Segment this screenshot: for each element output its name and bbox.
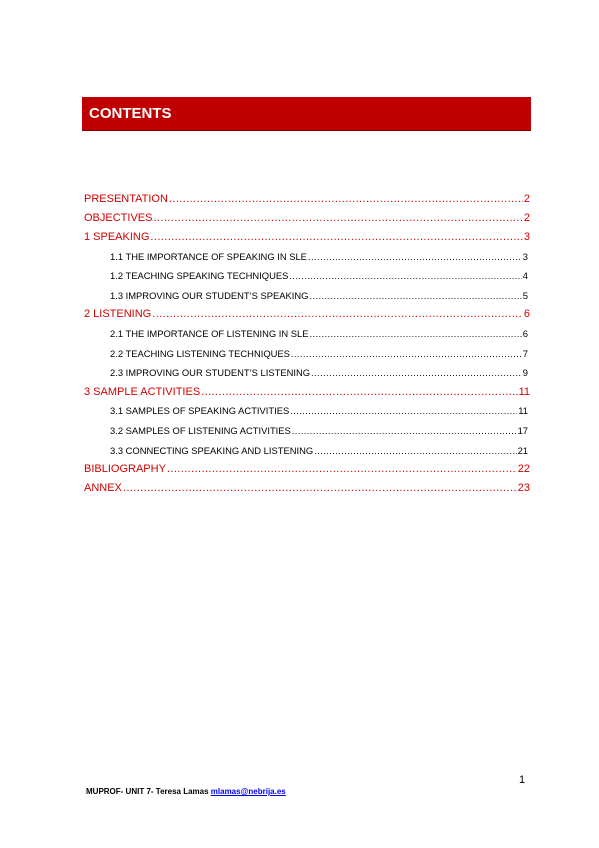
toc-entry-bibliography[interactable]	[84, 463, 530, 475]
leader-dots	[308, 251, 522, 262]
toc-entry-title: 2 LISTENING	[84, 308, 152, 320]
toc-entry-title: 3.1 SAMPLES OF SPEAKING ACTIVITIES	[110, 405, 290, 416]
toc-entry-sample-activities[interactable]	[84, 386, 530, 398]
toc-entry-title: OBJECTIVES	[84, 212, 153, 224]
contents-header	[82, 97, 531, 130]
toc-entry-page: 3	[522, 251, 528, 262]
toc-entry-page: 21	[517, 445, 528, 456]
toc-entry-page: 17	[517, 425, 528, 436]
leader-dots	[309, 328, 521, 339]
toc-entry-page: 23	[517, 482, 530, 494]
toc-entry-samples-of-speaking[interactable]	[110, 405, 528, 416]
toc-entry-title: PRESENTATION	[84, 193, 168, 205]
toc-entry-page: 6	[522, 328, 528, 339]
toc-entry-page: 4	[522, 270, 528, 281]
page-number: 1	[519, 774, 526, 786]
toc-entry-page: 11	[518, 405, 528, 416]
leader-dots	[169, 193, 523, 205]
leader-dots	[201, 386, 517, 398]
footer-email-link[interactable]: mlamas@nebrija.es	[210, 787, 286, 796]
leader-dots	[289, 270, 521, 281]
toc-entry-improving-speaking[interactable]	[110, 290, 528, 301]
toc-entry-title: 3.3 CONNECTING SPEAKING AND LISTENING	[110, 445, 314, 456]
footer-text: MUPROF- UNIT 7- Teresa Lamas	[86, 787, 211, 796]
toc-entry-objectives[interactable]	[84, 212, 530, 224]
leader-dots	[290, 405, 517, 416]
toc-entry-title: 3 SAMPLE ACTIVITIES	[84, 386, 201, 398]
toc-entry-page: 2	[523, 212, 530, 224]
toc-entry-importance-of-speaking[interactable]	[110, 251, 528, 262]
leader-dots	[150, 231, 522, 243]
toc-entry-title: 1.2 TEACHING SPEAKING TECHNIQUES	[110, 270, 289, 281]
leader-dots	[167, 463, 517, 475]
toc-entry-improving-listening[interactable]	[110, 367, 528, 378]
toc-entry-title: 1 SPEAKING	[84, 231, 150, 243]
toc-entry-title: 2.3 IMPROVING OUR STUDENT’S LISTENING	[110, 367, 311, 378]
toc-entry-importance-of-listening[interactable]	[110, 328, 528, 339]
leader-dots	[309, 290, 521, 301]
toc-entry-title: 2.1 THE IMPORTANCE OF LISTENING IN SLE	[110, 328, 309, 339]
toc-entry-page: 7	[522, 348, 528, 359]
toc-entry-teaching-listening[interactable]	[110, 348, 528, 359]
leader-dots	[292, 425, 517, 436]
toc-entry-page: 9	[522, 367, 528, 378]
toc-entry-connecting[interactable]	[110, 445, 528, 456]
contents-title: CONTENTS	[89, 105, 172, 122]
toc-entry-title: 2.2 TEACHING LISTENING TECHNIQUES	[110, 348, 290, 359]
toc-entry-listening[interactable]	[84, 308, 530, 320]
toc-entry-samples-of-listening[interactable]	[110, 425, 528, 436]
leader-dots	[123, 482, 517, 494]
toc-entry-title: 1.3 IMPROVING OUR STUDENT’S SPEAKING	[110, 290, 309, 301]
toc-entry-page: 3	[523, 231, 530, 243]
toc-entry-title: ANNEX	[84, 482, 122, 494]
toc-entry-presentation[interactable]	[84, 193, 530, 205]
toc-entry-page: 11	[518, 386, 530, 398]
toc-entry-speaking[interactable]	[84, 231, 530, 243]
toc-entry-page: 2	[523, 193, 530, 205]
leader-dots	[153, 212, 522, 224]
leader-dots	[291, 348, 522, 359]
toc-entry-title: 1.1 THE IMPORTANCE OF SPEAKING IN SLE	[110, 251, 307, 262]
toc-entry-title: 3.2 SAMPLES OF LISTENING ACTIVITIES	[110, 425, 291, 436]
leader-dots	[152, 308, 523, 320]
toc-entry-page: 6	[523, 308, 530, 320]
toc-entry-teaching-speaking[interactable]	[110, 270, 528, 281]
toc-entry-page: 22	[517, 463, 530, 475]
footer	[86, 787, 286, 796]
toc-entry-annex[interactable]	[84, 482, 530, 494]
toc-entry-title: BIBLIOGRAPHY	[84, 463, 166, 475]
leader-dots	[314, 445, 516, 456]
toc-entry-page: 5	[522, 290, 528, 301]
leader-dots	[311, 367, 522, 378]
